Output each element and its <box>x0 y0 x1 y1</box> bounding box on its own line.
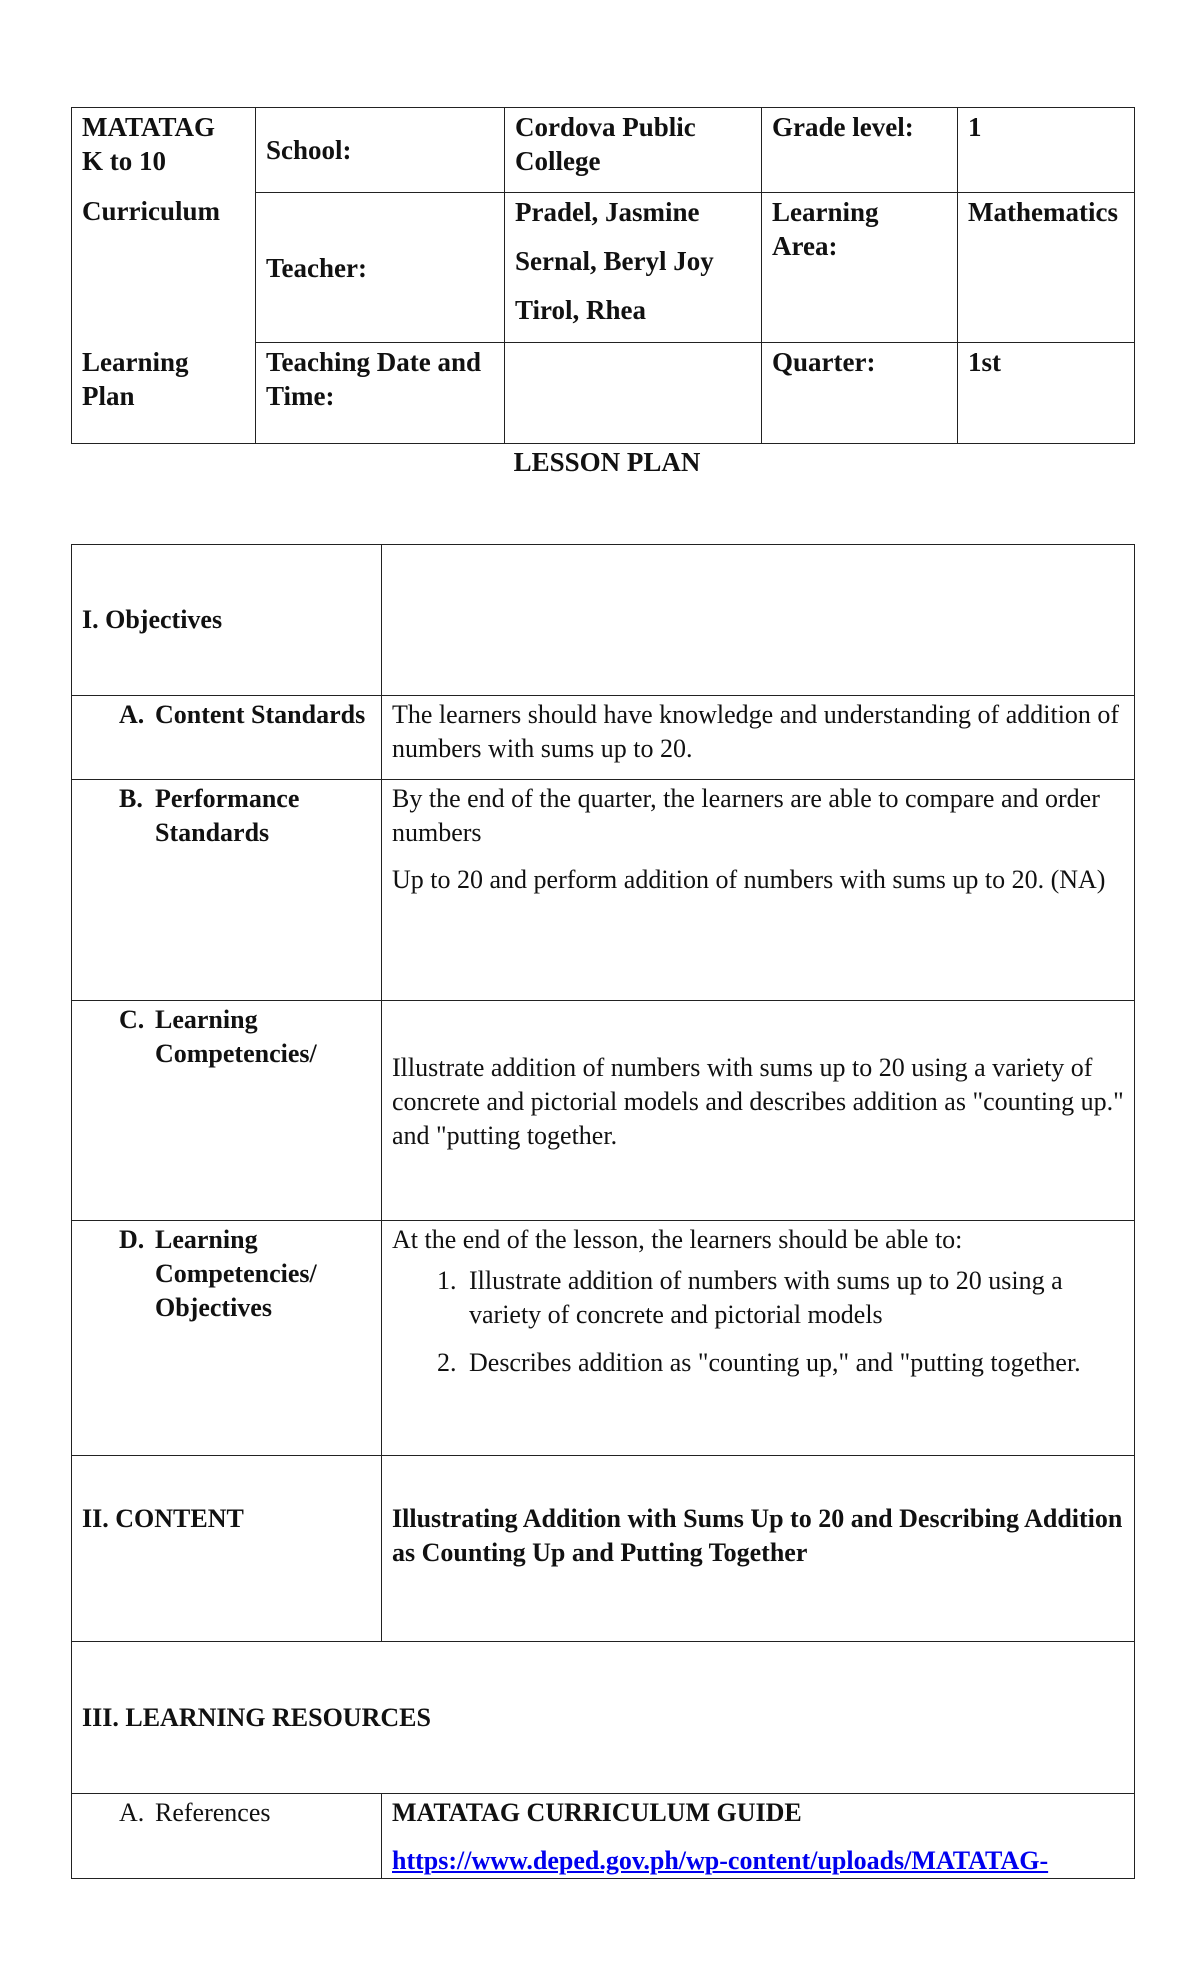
objectives-list <box>392 1264 1124 1380</box>
learning-competencies-label: Learning Competencies/ <box>155 1005 317 1068</box>
objective-item: 2. Describes addition as "counting up," and "putting together. <box>463 1346 1124 1380</box>
performance-standards-letter: B. <box>119 784 143 813</box>
objectives-heading-cell <box>72 545 382 696</box>
learning-area-value: Mathematics <box>958 193 1135 343</box>
performance-standards-text-1: By the end of the quarter, the learners are able to compare and order numbers <box>392 784 1100 847</box>
school-value: Cordova Public College <box>505 108 762 193</box>
objectives-heading: I. Objectives <box>82 605 223 634</box>
teaching-date-label: Teaching Date and Time: <box>256 343 505 444</box>
content-standards-label: Content Standards <box>155 700 366 729</box>
teacher-name: Sernal, Beryl Joy <box>515 246 714 276</box>
teacher-name: Tirol, Rhea <box>515 295 647 325</box>
grade-label: Grade level: <box>762 108 958 193</box>
teacher-label: Teacher: <box>256 193 505 343</box>
header-info-table <box>71 107 1135 444</box>
curriculum-line-2: K to 10 <box>82 146 166 176</box>
curriculum-line-3: Curriculum <box>82 196 220 226</box>
learning-competencies-label-cell <box>72 1001 382 1221</box>
curriculum-guide-title: MATATAG CURRICULUM GUIDE <box>392 1798 802 1827</box>
content-standards-label-cell <box>72 696 382 780</box>
objectives-empty-cell <box>382 545 1135 696</box>
teacher-name: Pradel, Jasmine <box>515 197 700 227</box>
references-label-cell <box>72 1794 382 1879</box>
teacher-names <box>505 193 762 343</box>
performance-standards-label: Performance Standards <box>155 784 300 847</box>
teaching-date-value <box>505 343 762 444</box>
grade-value: 1 <box>958 108 1135 193</box>
resources-heading-cell <box>72 1642 1135 1794</box>
quarter-label: Quarter: <box>762 343 958 444</box>
objective-item: 1. Illustrate addition of numbers with sums up to 20 using a variety of concrete and pictorial models <box>463 1264 1124 1332</box>
content-heading-cell <box>72 1456 382 1642</box>
performance-standards-cell <box>382 780 1135 1001</box>
curriculum-cell <box>72 108 256 343</box>
curriculum-line-1: MATATAG <box>82 112 215 142</box>
curriculum-guide-link[interactable]: https://www.deped.gov.ph/wp-content/uploads/MATATAG- <box>392 1846 1049 1875</box>
learning-competencies-text: Illustrate addition of numbers with sums up to 20 using a variety of concrete and pictorial models and describes addition as "counting up." and "putting together. <box>382 1001 1135 1221</box>
references-letter: A. <box>119 1798 145 1827</box>
references-cell <box>382 1794 1135 1879</box>
competencies-objectives-letter: D. <box>119 1225 145 1254</box>
performance-standards-text-2: Up to 20 and perform addition of numbers with sums up to 20. (NA) <box>392 865 1106 894</box>
resources-heading: III. LEARNING RESOURCES <box>82 1702 431 1732</box>
content-heading: II. CONTENT <box>82 1504 244 1533</box>
content-standards-text: The learners should have knowledge and understanding of addition of numbers with sums up to 20. <box>382 696 1135 780</box>
references-label: References <box>155 1798 271 1827</box>
learning-competencies-letter: C. <box>119 1005 145 1034</box>
quarter-value: 1st <box>958 343 1135 444</box>
school-label: School: <box>256 108 505 193</box>
performance-standards-label-cell <box>72 780 382 1001</box>
competencies-objectives-cell <box>382 1221 1135 1456</box>
learning-area-label: Learning Area: <box>762 193 958 343</box>
content-text: Illustrating Addition with Sums Up to 20 and Describing Addition as Counting Up and Putting Together <box>382 1456 1135 1642</box>
learning-plan-label: Learning Plan <box>72 343 256 444</box>
competencies-objectives-label-cell <box>72 1221 382 1456</box>
competencies-objectives-label: Learning Competencies/ Objectives <box>155 1225 317 1322</box>
competencies-objectives-intro: At the end of the lesson, the learners should be able to: <box>392 1225 963 1254</box>
content-standards-letter: A. <box>119 700 145 729</box>
lesson-plan-title: LESSON PLAN <box>513 447 701 477</box>
lesson-plan-table <box>71 544 1135 1879</box>
